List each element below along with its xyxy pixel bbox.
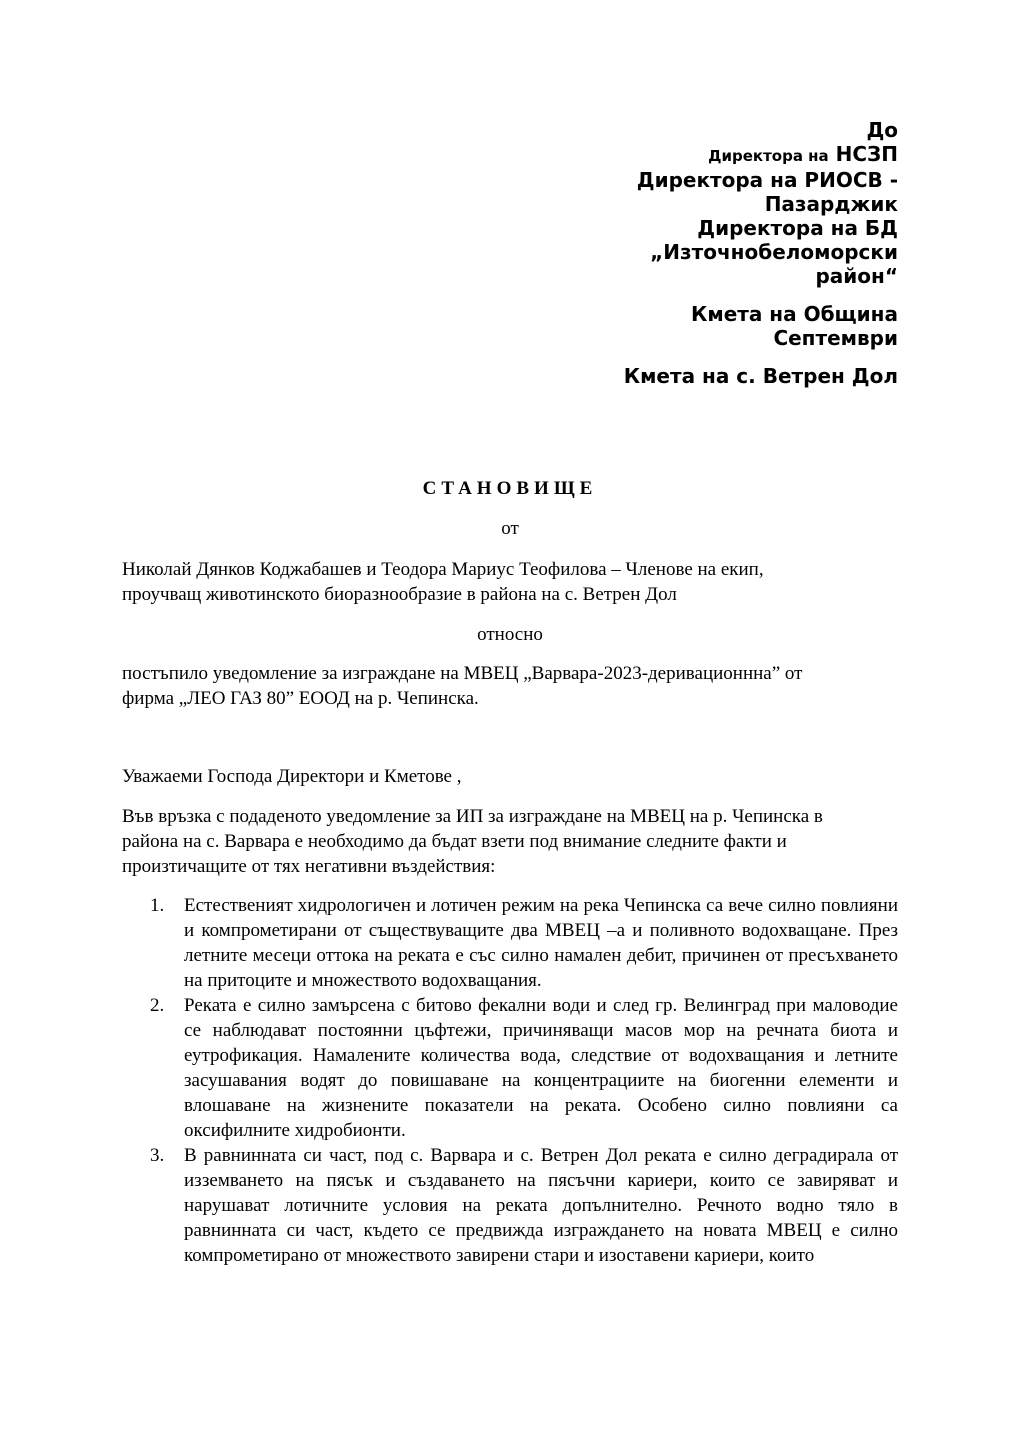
- addressee-bd-name: „Източнобеломорски: [650, 240, 898, 264]
- intro-line-2: района на с. Варвара е необходимо да бъдат взети под внимание следните факти и: [122, 831, 787, 852]
- subject-line-1: постъпило уведомление за изграждане на МВЕЦ „Варвара-2023-деривационнна” от: [122, 663, 803, 684]
- subject: [122, 661, 902, 711]
- list-item-text: Естественият хидрологичен и лотичен режим на река Чепинска са вече силно повлияни и компрометирани от съществуващите два МВЕЦ –а и поливното водохващане. През летните месеци оттока на реката е със силно намален дебит, причинен от пресъхването на притоците и множеството водохващания.: [184, 895, 898, 991]
- addressee-to: До: [866, 118, 898, 142]
- addressee-bd: Директора на БД: [697, 216, 898, 240]
- addressee-block: [558, 118, 898, 388]
- intro-paragraph: [122, 804, 902, 879]
- list-item-text: В равнинната си част, под с. Варвара и с. Ветрен Дол реката е силно деградирала от изземването на пясък и създаването на пясъчни кариери, които се завиряват и нарушават лотичните условия на реката допълнително. Речното водно тяло в равнинната си част, където се предвижда изграждането на новата МВЕЦ е силно компрометирано от множеството завирени стари и изоставени кариери, които: [184, 1145, 898, 1266]
- addressee-municipality-name: Септември: [773, 326, 898, 350]
- list-item-number: 1.: [150, 895, 165, 916]
- addressee-nszp-prefix: Директора на: [708, 147, 829, 165]
- facts-list: [122, 893, 898, 1268]
- document-title: СТАНОВИЩЕ: [422, 478, 598, 499]
- regarding-word: относно: [477, 624, 543, 645]
- greeting: Уважаеми Господа Директори и Кметове ,: [122, 766, 462, 787]
- addressee-mayor-village: Кмета на с. Ветрен Дол: [623, 364, 898, 388]
- addressee-nszp-main: НСЗП: [835, 142, 898, 166]
- list-item: [122, 993, 898, 1143]
- authors: [122, 557, 902, 607]
- intro-line-3: произтичащите от тях негативни въздействия:: [122, 856, 496, 877]
- addressee-riosv: Директора на РИОСВ -: [636, 168, 898, 192]
- from-word: от: [501, 518, 519, 539]
- addressee-nszp: [558, 142, 898, 168]
- intro-line-1: Във връзка с подаденото уведомление за ИП за изграждане на МВЕЦ на р. Чепинска в: [122, 806, 823, 827]
- list-item: [122, 893, 898, 993]
- list-item-number: 3.: [150, 1145, 165, 1166]
- addressee-bd-region: район“: [815, 264, 898, 288]
- list-item-text: Реката е силно замърсена с битово фекални води и след гр. Велинград при маловодие се наблюдават постоянни цъфтежи, причиняващи масов мор на речната биота и еутрофикация. Намалените количества вода, следствие от водохващания и летните засушавания водят до повишаване на концентрациите на биогенни елементи и влошаване на жизнените показатели на реката. Особено силно повлияни са оксифилните хидробионти.: [184, 995, 898, 1141]
- authors-line-1: Николай Дянков Коджабашев и Теодора Мариус Теофилова – Членове на екип,: [122, 559, 764, 580]
- addressee-pazardzhik: Пазарджик: [764, 192, 898, 216]
- authors-line-2: проучващ животинското биоразнообразие в района на с. Ветрен Дол: [122, 584, 677, 605]
- list-item-number: 2.: [150, 995, 165, 1016]
- subject-line-2: фирма „ЛЕО ГАЗ 80” ЕООД на р. Чепинска.: [122, 688, 479, 709]
- list-item: [122, 1143, 898, 1268]
- addressee-mayor-municipality: Кмета на Община: [691, 302, 898, 326]
